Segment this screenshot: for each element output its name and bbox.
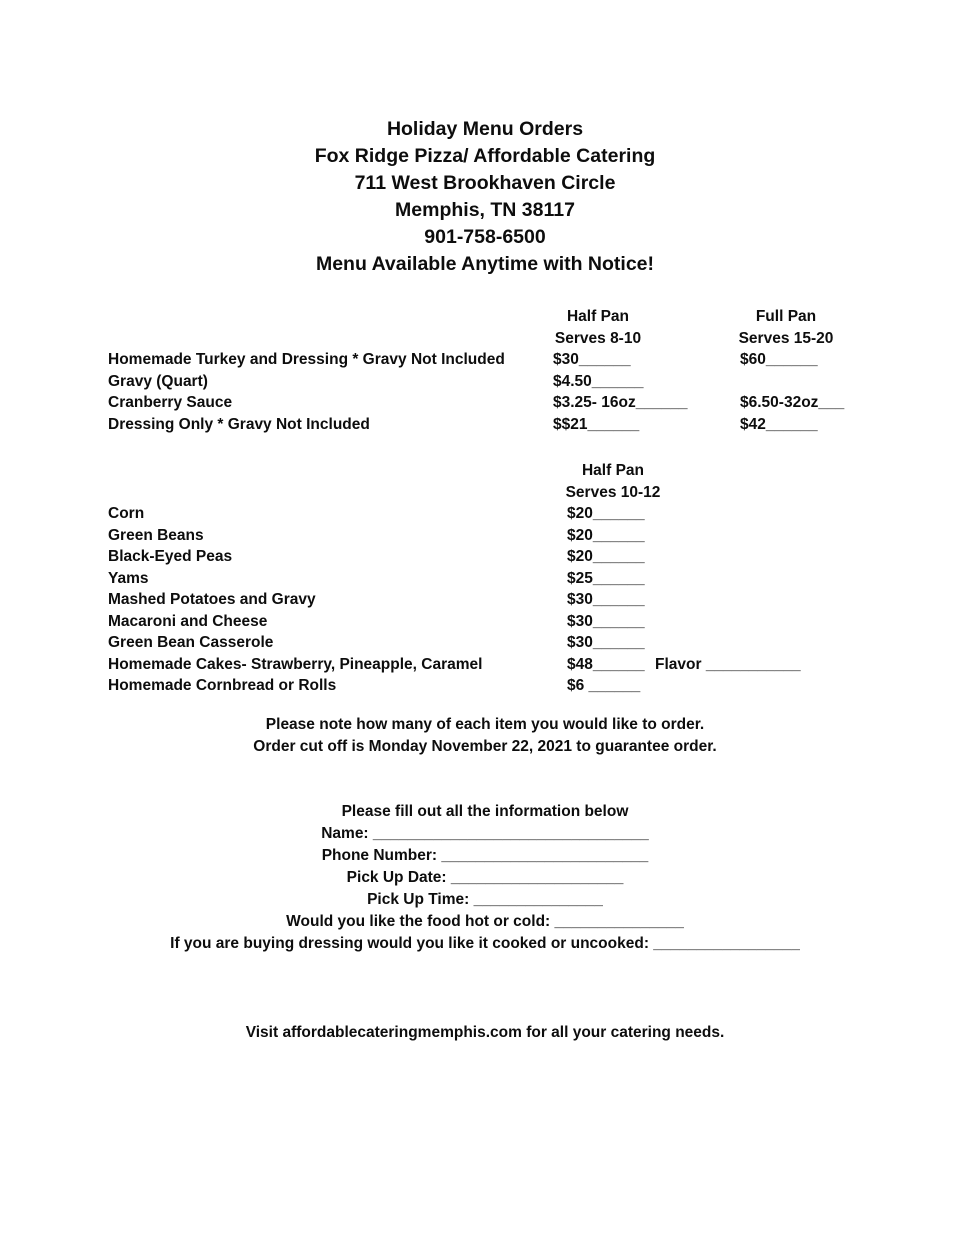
document-header bbox=[0, 116, 970, 278]
half-pan-price: $$21______ bbox=[553, 415, 640, 433]
item-label: Macaroni and Cheese bbox=[108, 612, 268, 630]
item-label: Homemade Cornbread or Rolls bbox=[108, 677, 337, 694]
note-quantity: Please note how many of each item you would like to order. bbox=[265, 716, 705, 733]
website-footer bbox=[0, 1022, 970, 1044]
header-address: 711 West Brookhaven Circle bbox=[354, 172, 616, 194]
item-label: Corn bbox=[108, 505, 145, 522]
half-pan-price: $20______ bbox=[567, 526, 645, 544]
name-blank-line: ________________________________ bbox=[372, 825, 649, 842]
full-pan-price: $60______ bbox=[740, 351, 818, 368]
header-title: Holiday Menu Orders bbox=[386, 118, 584, 140]
full-pan-serves-label: Serves 15-20 bbox=[738, 329, 834, 347]
item-label: Gravy (Quart) bbox=[108, 372, 208, 390]
half-pan-column-header: Half Pan bbox=[566, 308, 629, 325]
form-field-name bbox=[0, 823, 970, 845]
table-row bbox=[0, 546, 970, 568]
name-label: Name: bbox=[321, 825, 369, 842]
table2-header-row-2 bbox=[0, 482, 970, 504]
table-row bbox=[0, 503, 970, 525]
half-pan-price: $25______ bbox=[567, 569, 645, 587]
table-row bbox=[0, 525, 970, 547]
table2-header-row-1 bbox=[0, 460, 970, 482]
full-pan-price: $42______ bbox=[740, 415, 818, 433]
hot-or-cold-blank-line: _______________ bbox=[554, 913, 684, 930]
item-label: Homemade Cakes- Strawberry, Pineapple, Caramel bbox=[108, 655, 483, 673]
half-pan-serves-label: Serves 8-10 bbox=[554, 329, 642, 347]
table-row bbox=[0, 611, 970, 633]
note-cutoff: Order cut off is Monday November 22, 2021 to guarantee order. bbox=[253, 737, 717, 755]
form-field-pickup-time bbox=[0, 889, 970, 911]
pickup-time-blank-line: _______________ bbox=[473, 891, 603, 908]
form-title: Please fill out all the information below bbox=[341, 803, 629, 820]
cooked-or-uncooked-label: If you are buying dressing would you like it cooked or uncooked: bbox=[170, 935, 649, 952]
table-row bbox=[0, 568, 970, 590]
pickup-date-blank-line: ____________________ bbox=[450, 869, 624, 886]
half-pan-price: $30______ bbox=[553, 351, 631, 368]
header-availability: Menu Available Anytime with Notice! bbox=[315, 253, 655, 275]
table-row bbox=[0, 632, 970, 654]
half-pan-price: $3.25- 16oz______ bbox=[553, 394, 688, 411]
flavor-blank: Flavor ___________ bbox=[655, 655, 801, 673]
full-pan-column-header: Full Pan bbox=[755, 308, 817, 325]
pickup-date-label: Pick Up Date: bbox=[346, 869, 447, 886]
table-row bbox=[0, 675, 970, 697]
form-field-cooked-or-uncooked bbox=[0, 933, 970, 955]
table-row bbox=[0, 371, 970, 393]
item-label: Yams bbox=[108, 569, 149, 587]
half-pan-price: $6 ______ bbox=[567, 677, 641, 694]
half-pan-price: $30______ bbox=[567, 591, 645, 608]
table1-header-row-1 bbox=[0, 306, 970, 328]
form-field-phone bbox=[0, 845, 970, 867]
table1-header-row-2 bbox=[0, 328, 970, 350]
half-pan-price: $4.50______ bbox=[553, 372, 644, 390]
form-field-pickup-date bbox=[0, 867, 970, 889]
half-pan-price: $48______ bbox=[567, 655, 645, 673]
turkey-dressing-table bbox=[0, 306, 970, 435]
form-field-hot-or-cold bbox=[0, 911, 970, 933]
table-row bbox=[0, 589, 970, 611]
table-row bbox=[0, 654, 970, 676]
header-city-state: Memphis, TN 38117 bbox=[395, 199, 575, 221]
item-label: Dressing Only * Gravy Not Included bbox=[108, 415, 370, 433]
half-pan-column-header: Half Pan bbox=[581, 462, 644, 479]
header-business-name: Fox Ridge Pizza/ Affordable Catering bbox=[314, 145, 656, 167]
full-pan-price: $6.50-32oz___ bbox=[740, 394, 845, 411]
table-row bbox=[0, 349, 970, 371]
half-pan-serves-label: Serves 10-12 bbox=[565, 483, 661, 501]
phone-blank-line: ________________________ bbox=[441, 847, 649, 864]
sides-table bbox=[0, 460, 970, 697]
item-label: Homemade Turkey and Dressing * Gravy Not Included bbox=[108, 351, 505, 368]
order-notes bbox=[0, 714, 970, 757]
customer-info-form bbox=[0, 801, 970, 955]
half-pan-price: $30______ bbox=[567, 634, 645, 651]
item-label: Cranberry Sauce bbox=[108, 394, 233, 411]
item-label: Mashed Potatoes and Gravy bbox=[108, 591, 316, 608]
header-phone: 901-758-6500 bbox=[424, 226, 546, 248]
cooked-or-uncooked-blank-line: _________________ bbox=[653, 935, 800, 952]
table-row bbox=[0, 414, 970, 436]
half-pan-price: $20______ bbox=[567, 505, 645, 522]
half-pan-price: $20______ bbox=[567, 548, 645, 565]
phone-label: Phone Number: bbox=[321, 847, 438, 864]
half-pan-price: $30______ bbox=[567, 612, 645, 630]
item-label: Green Bean Casserole bbox=[108, 634, 274, 651]
item-label: Green Beans bbox=[108, 526, 204, 544]
table-row bbox=[0, 392, 970, 414]
pickup-time-label: Pick Up Time: bbox=[367, 891, 470, 908]
item-label: Black-Eyed Peas bbox=[108, 548, 233, 565]
website-promo-text: Visit affordablecateringmemphis.com for all your catering needs. bbox=[245, 1024, 725, 1041]
hot-or-cold-label: Would you like the food hot or cold: bbox=[286, 913, 551, 930]
